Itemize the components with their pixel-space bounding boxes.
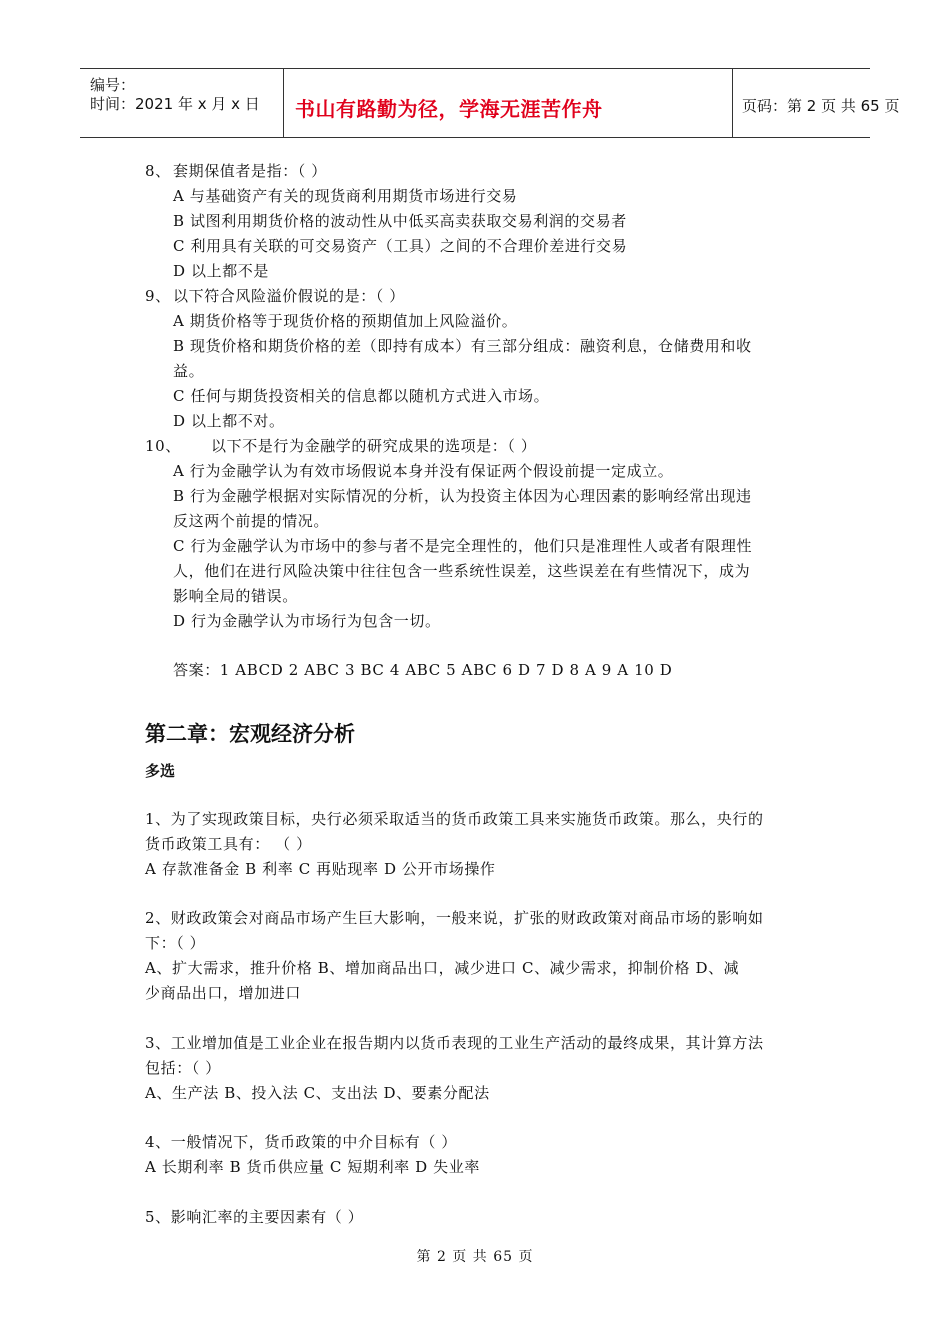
question-10-option-c-line1: C 行为金融学认为市场中的参与者不是完全理性的，他们只是准理性人或者有限理性 (173, 537, 753, 555)
question-8-option-b: B 试图利用期货价格的波动性从中低买高卖获取交易利润的交易者 (173, 212, 627, 230)
question-9-option-b-line2: 益。 (173, 362, 205, 380)
question-8-text: 套期保值者是指：（ ） (173, 162, 327, 180)
mc-question-4-options: A 长期利率 B 货币供应量 C 短期利率 D 失业率 (145, 1158, 480, 1176)
mc-question-5-line1: 5、影响汇率的主要因素有（ ） (145, 1208, 364, 1226)
header-meta-cell (80, 69, 284, 137)
header-page-info: 页码：第 2 页 共 65 页 (742, 97, 900, 115)
question-8-option-c: C 利用具有关联的可交易资产（工具）之间的不合理价差进行交易 (173, 237, 628, 255)
mc-question-1-line2: 货币政策工具有： （ ） (145, 835, 312, 853)
document-number-label: 编号： (90, 76, 136, 94)
page-footer: 第 2 页 共 65 页 (416, 1249, 534, 1265)
question-10-number: 10、 (145, 437, 181, 455)
mc-question-1-line1: 1、为了实现政策目标，央行必须采取适当的货币政策工具来实施货币政策。那么，央行的 (145, 810, 764, 828)
mc-question-3-options: A、生产法 B、投入法 C、支出法 D、要素分配法 (145, 1084, 490, 1102)
question-9-option-b-line1: B 现货价格和期货价格的差（即持有成本）有三部分组成：融资利息，仓储费用和收 (173, 337, 752, 355)
question-9-text: 以下符合风险溢价假说的是：（ ） (173, 287, 405, 305)
question-9-stem (145, 286, 405, 306)
question-10-stem (145, 436, 536, 456)
question-9-option-d: D 以上都不对。 (173, 412, 285, 430)
question-8-number: 8、 (145, 162, 171, 180)
question-10-option-c-line3: 影响全局的错误。 (173, 587, 298, 605)
question-8-option-a: A 与基础资产有关的现货商利用期货市场进行交易 (173, 187, 518, 205)
mc-question-2-line1: 2、财政政策会对商品市场产生巨大影响，一般来说，扩张的财政政策对商品市场的影响如 (145, 909, 764, 927)
document-date-label: 时间：2021 年 x 月 x 日 (90, 95, 260, 113)
mc-question-1-options: A 存款准备金 B 利率 C 再贴现率 D 公开市场操作 (145, 860, 496, 878)
question-10-option-a: A 行为金融学认为有效市场假说本身并没有保证两个假设前提一定成立。 (173, 462, 674, 480)
question-10-text: 以下不是行为金融学的研究成果的选项是：（ ） (211, 437, 537, 455)
header-motto: 书山有路勤为径，学海无涯苦作舟 (295, 97, 603, 121)
page-header (80, 68, 900, 138)
mc-question-3-line2: 包括：（ ） (145, 1059, 221, 1077)
question-9-option-a: A 期货价格等于现货价格的预期值加上风险溢价。 (173, 312, 518, 330)
question-10-option-d: D 行为金融学认为市场行为包含一切。 (173, 612, 441, 630)
question-8-stem (145, 161, 327, 181)
question-9-option-c: C 任何与期货投资相关的信息都以随机方式进入市场。 (173, 387, 550, 405)
question-8-option-d: D 以上都不是 (173, 262, 269, 280)
header-page-cell (732, 69, 900, 137)
answer-key: 答案：1 ABCD 2 ABC 3 BC 4 ABC 5 ABC 6 D 7 D 8 A 9 A 10 D (173, 661, 673, 679)
question-10-option-c-line2: 人，他们在进行风险决策中往往包含一些系统性误差，这些误差在有些情况下，成为 (173, 562, 751, 580)
section-label: 多选 (145, 762, 176, 780)
mc-question-4-line1: 4、一般情况下，货币政策的中介目标有（ ） (145, 1133, 457, 1151)
mc-question-2-line2: 下：（ ） (145, 934, 206, 952)
header-motto-cell (283, 69, 733, 137)
question-10-option-b-line2: 反这两个前提的情况。 (173, 512, 330, 530)
mc-question-3-line1: 3、工业增加值是工业企业在报告期内以货币表现的工业生产活动的最终成果，其计算方法 (145, 1034, 764, 1052)
mc-question-2-options-line2: 少商品出口，增加进口 (145, 984, 302, 1002)
mc-question-2-options-line1: A、扩大需求，推升价格 B、增加商品出口，减少进口 C、减少需求，抑制价格 D、减 (145, 959, 740, 977)
question-9-number: 9、 (145, 287, 171, 305)
question-10-option-b-line1: B 行为金融学根据对实际情况的分析，认为投资主体因为心理因素的影响经常出现违 (173, 487, 752, 505)
chapter-title: 第二章：宏观经济分析 (145, 722, 355, 746)
